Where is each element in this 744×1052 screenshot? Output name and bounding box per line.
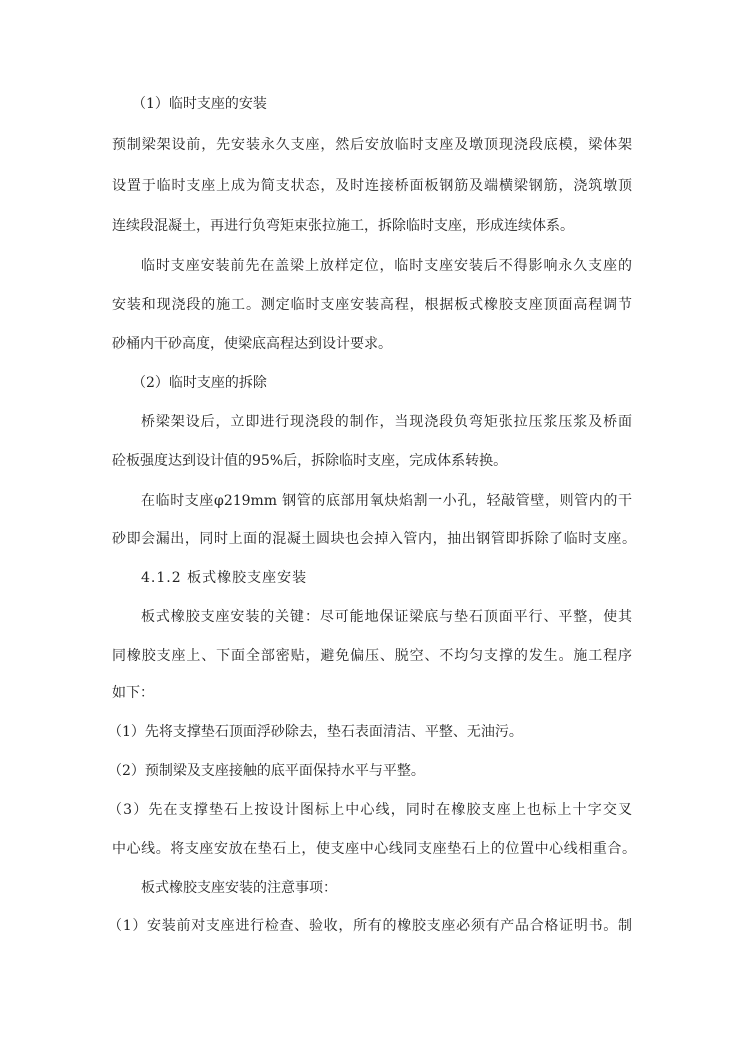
paragraph-line: 如下： xyxy=(112,685,154,701)
paragraph-line: 临时支座安装前先在盖梁上放样定位，临时支座安装后不得影响永久支座的 xyxy=(141,258,632,274)
paragraph-line: 中心线。将支座安放在垫石上，使支座中心线同支座垫石上的位置中心线相重合。 xyxy=(112,841,636,857)
paragraph-line: 在临时支座φ219mm 钢管的底部用氧炔焰割一小孔，轻敲管壁，则管内的干 xyxy=(141,493,632,509)
list-item: （1）先将支撑垫石顶面浮砂除去，垫石表面清洁、平整、无油污。 xyxy=(108,724,523,740)
list-item: （3）先在支撑垫石上按设计图标上中心线，同时在橡胶支座上也标上十字交叉 xyxy=(108,802,632,818)
paragraph-line: 连续段混凝土，再进行负弯矩束张拉施工，拆除临时支座，形成连续体系。 xyxy=(112,218,574,234)
list-item: （1）安装前对支座进行检查、验收，所有的橡胶支座必须有产品合格证明书。制 xyxy=(108,918,632,934)
subheading-precautions: 板式橡胶支座安装的注意事项： xyxy=(141,880,337,896)
paragraph-line: 砂即会漏出，同时上面的混凝土圆块也会掉入管内，抽出钢管即拆除了临时支座。 xyxy=(112,531,636,547)
paragraph-line: 预制梁架设前，先安装永久支座，然后安放临时支座及墩顶现浇段底模，梁体架 xyxy=(112,137,632,153)
list-item: （2）预制梁及支座接触的底平面保持水平与平整。 xyxy=(108,763,425,779)
paragraph-line: 砂桶内干砂高度，使梁底高程达到设计要求。 xyxy=(112,336,392,352)
paragraph-line: 桥梁架设后，立即进行现浇段的制作，当现浇段负弯矩张拉压浆压浆及桥面 xyxy=(141,414,632,430)
paragraph-line: 同橡胶支座上、下面全部密贴，避免偏压、脱空、不均匀支撑的发生。施工程序 xyxy=(112,648,632,664)
subheading-temporary-support-removal: （2）临时支座的拆除 xyxy=(132,375,267,391)
paragraph-line: 安装和现浇段的施工。测定临时支座安装高程，根据板式橡胶支座顶面高程调节 xyxy=(112,297,632,313)
paragraph-line: 砼板强度达到设计值的95%后，拆除临时支座，完成体系转换。 xyxy=(112,453,508,469)
paragraph-line: 板式橡胶支座安装的关键：尽可能地保证梁底与垫石顶面平行、平整，使其 xyxy=(141,609,632,625)
paragraph-line: 设置于临时支座上成为简支状态，及时连接桥面板钢筋及端横梁钢筋，浇筑墩顶 xyxy=(112,178,632,194)
subheading-temporary-support-installation: （1）临时支座的安装 xyxy=(132,96,267,112)
section-heading-4-1-2: 4.1.2 板式橡胶支座安装 xyxy=(141,570,308,586)
